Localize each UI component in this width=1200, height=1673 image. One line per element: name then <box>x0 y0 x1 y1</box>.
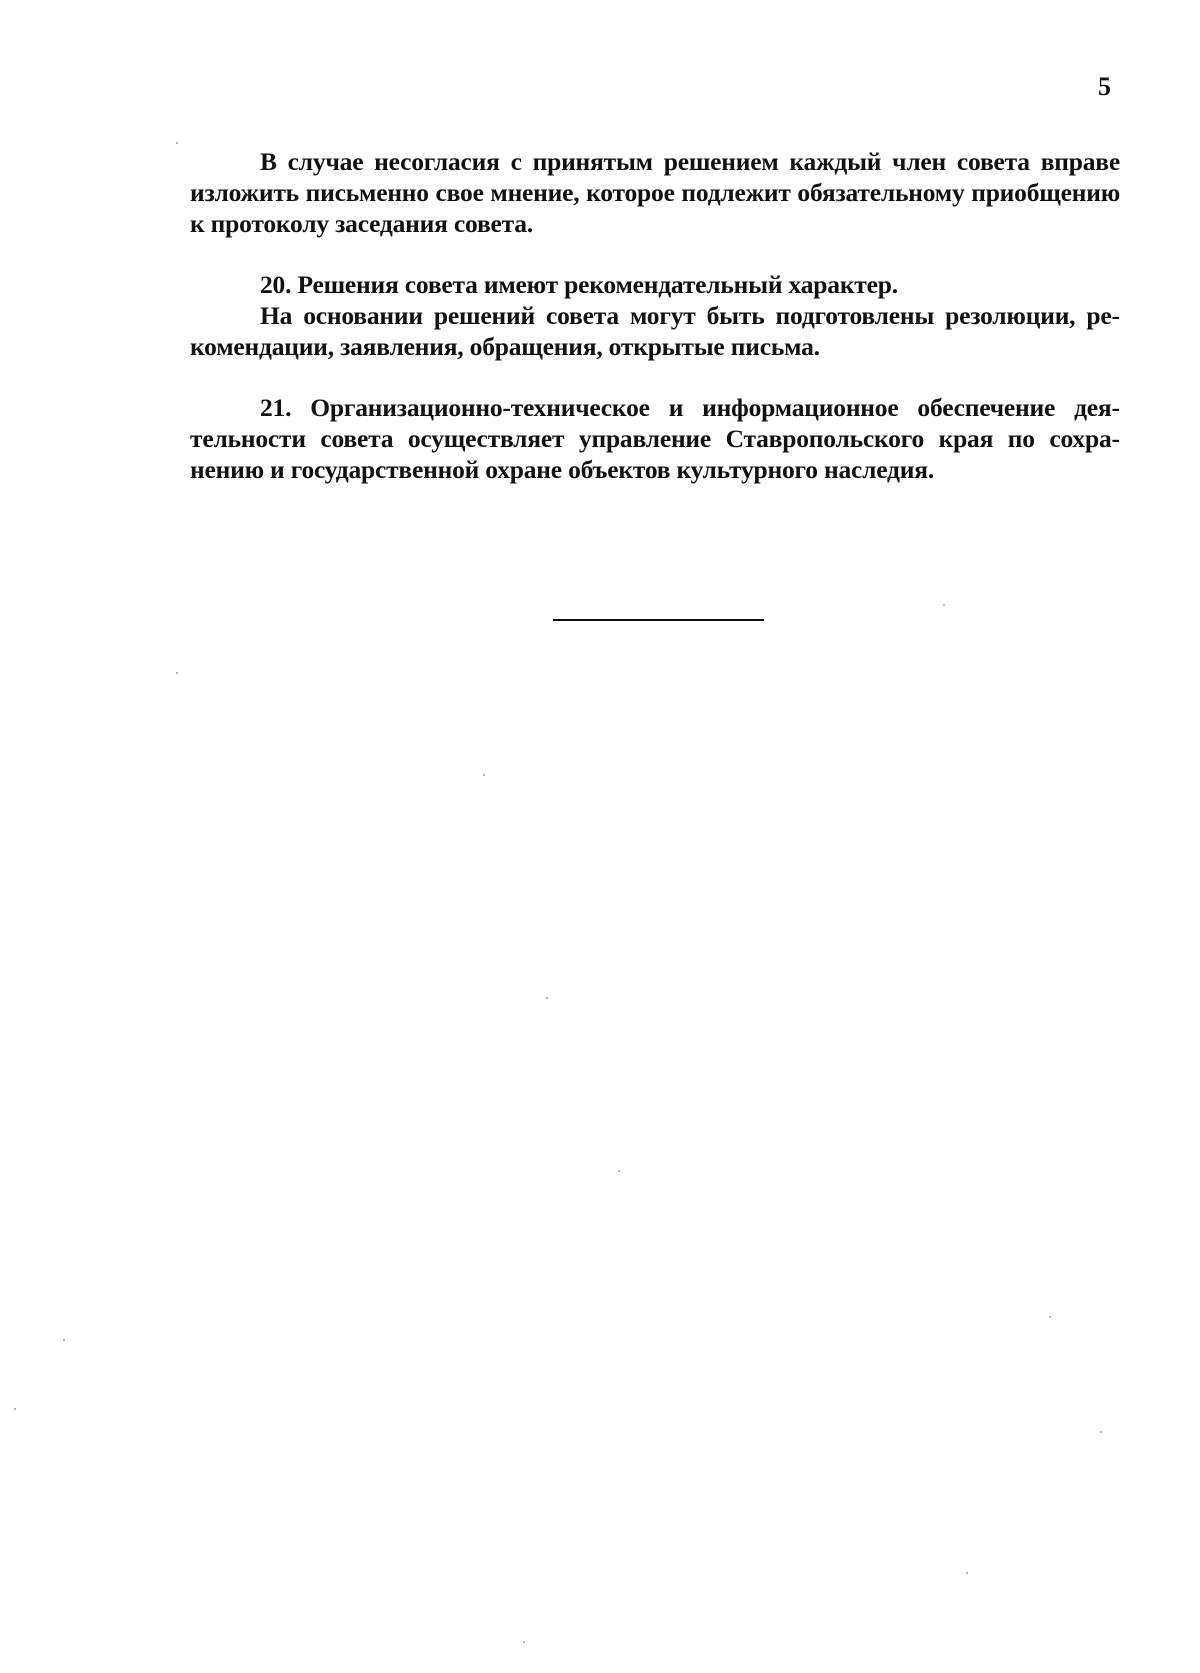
scan-speck <box>1049 1316 1051 1318</box>
paragraph-item-21: 21. Организационно-техническое и информационное обеспечение деятельности совета осуществляет управление Ставропольского края по сохранению и государственной охране объектов культурного наследия. <box>190 393 1120 484</box>
scan-speck <box>546 997 548 999</box>
document-body <box>190 146 1120 485</box>
scan-speck <box>63 1339 65 1341</box>
scan-speck <box>1100 1431 1102 1433</box>
page-number: 5 <box>1098 72 1111 101</box>
scan-speck <box>483 774 485 776</box>
scan-speck <box>523 1641 525 1643</box>
scan-speck <box>176 672 178 674</box>
paragraph-dissent-opinion: В случае несогласия с принятым решением каждый член совета вправе изложить письменно свое мнение, которое подлежит обязательному приобщению к протоколу заседания совета. <box>190 147 1120 238</box>
scan-speck <box>966 1572 968 1574</box>
paragraph-item-20: 20. Решения совета имеют рекомендательный характер. <box>260 270 898 299</box>
scan-speck <box>618 1170 620 1172</box>
scan-speck <box>943 604 945 606</box>
paragraph-item-20-continuation: На основании решений совета могут быть подготовлены резолюции, рекомендации, заявления, обращения, открытые письма. <box>190 301 1120 361</box>
end-separator-line <box>553 619 764 621</box>
scan-speck <box>176 142 178 144</box>
scan-speck <box>14 1408 16 1410</box>
